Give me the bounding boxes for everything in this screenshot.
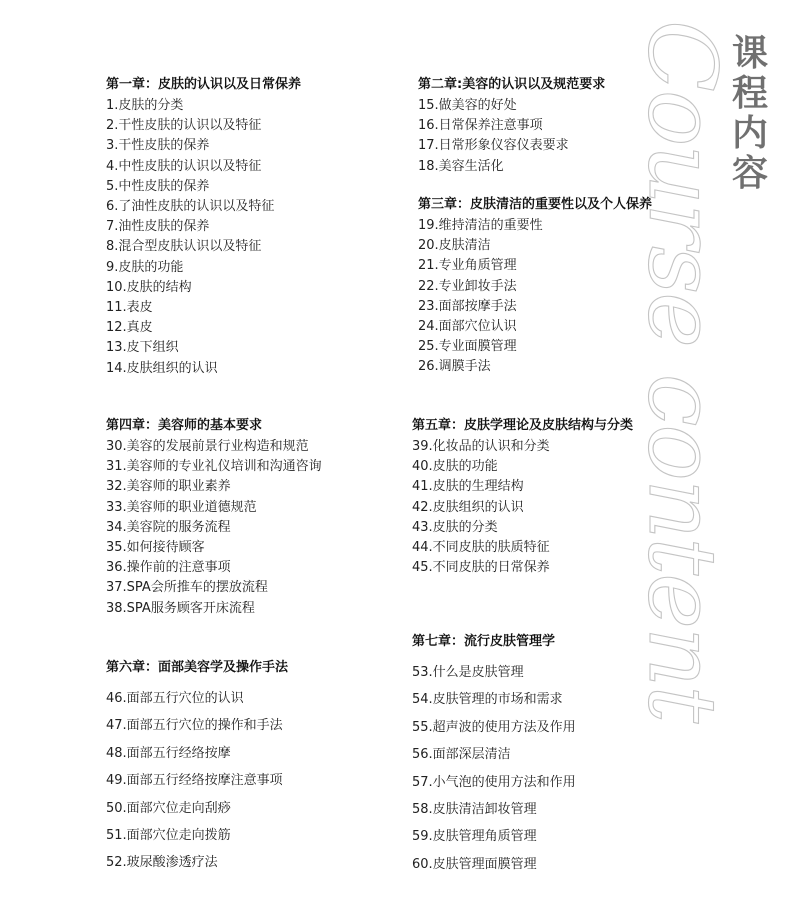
chapter-heading: 第七章：流行皮肤管理学 xyxy=(412,634,556,649)
chapter-heading: 第三章：皮肤清洁的重要性以及个人保养 xyxy=(418,197,653,212)
chapter-item-list xyxy=(106,685,288,877)
chapter-item: 44.不同皮肤的肤质特征 xyxy=(412,540,550,556)
chapter-6 xyxy=(106,656,288,877)
chapter-item: 52.玻尿酸渗透疗法 xyxy=(106,855,218,871)
chapter-item: 56.面部深层清洁 xyxy=(412,747,511,763)
chapter-item: 46.面部五行穴位的认识 xyxy=(106,691,244,706)
chapter-item: 40.皮肤的功能 xyxy=(412,459,498,475)
chapter-item: 5.中性皮肤的保养 xyxy=(106,178,210,194)
chapter-item: 30.美容的发展前景行业构造和规范 xyxy=(106,439,309,454)
chapter-7 xyxy=(412,630,576,878)
chapter-item-list xyxy=(106,437,322,619)
chapter-5 xyxy=(412,414,633,578)
chapter-heading: 第六章：面部美容学及操作手法 xyxy=(106,660,289,675)
chapter-item-list xyxy=(418,216,652,378)
chapter-item: 34.美容院的服务流程 xyxy=(106,519,231,535)
chapter-heading: 第四章：美容师的基本要求 xyxy=(106,418,263,433)
chapter-item: 17.日常形象仪容仪表要求 xyxy=(418,138,569,154)
chapter-item: 20.皮肤清洁 xyxy=(418,238,491,254)
chapter-heading: 第一章：皮肤的认识以及日常保养 xyxy=(106,77,302,92)
chapter-item: 38.SPA服务顾客开床流程 xyxy=(106,600,255,616)
chapter-item: 26.调膜手法 xyxy=(418,359,491,375)
chapter-heading: 第五章：皮肤学理论及皮肤结构与分类 xyxy=(412,418,634,433)
chapter-item: 15.做美容的好处 xyxy=(418,98,517,113)
chapter-item: 14.皮肤组织的认识 xyxy=(106,360,218,376)
chapter-item: 22.专业卸妆手法 xyxy=(418,278,517,294)
chapter-item: 39.化妆品的认识和分类 xyxy=(412,439,550,454)
chapter-item: 60.皮肤管理面膜管理 xyxy=(412,856,537,872)
chapter-item-list xyxy=(418,96,605,177)
chapter-item: 8.混合型皮肤认识以及特征 xyxy=(106,239,262,255)
chapter-item: 32.美容师的职业素养 xyxy=(106,479,231,495)
chapter-item: 33.美容师的职业道德规范 xyxy=(106,499,257,515)
watermark-text: Course content xyxy=(627,20,736,722)
chapter-item: 1.皮肤的分类 xyxy=(106,98,184,113)
chapter-item: 3.干性皮肤的保养 xyxy=(106,138,210,154)
chapter-2 xyxy=(418,73,605,177)
chapter-item: 42.皮肤组织的认识 xyxy=(412,499,524,515)
chapter-item: 11.表皮 xyxy=(106,300,153,316)
chapter-item: 9.皮肤的功能 xyxy=(106,259,184,275)
chapter-item: 2.干性皮肤的认识以及特征 xyxy=(106,118,262,134)
chapter-item: 25.专业面膜管理 xyxy=(418,339,517,355)
chapter-item: 24.面部穴位认识 xyxy=(418,319,517,335)
chapter-item: 43.皮肤的分类 xyxy=(412,519,498,535)
chapter-4 xyxy=(106,414,322,619)
page-title: 课程内容 xyxy=(731,33,768,194)
chapter-item: 54.皮肤管理的市场和需求 xyxy=(412,692,563,708)
chapter-heading: 第二章:美容的认识以及规范要求 xyxy=(418,77,606,92)
chapter-item: 53.什么是皮肤管理 xyxy=(412,665,524,680)
chapter-item: 19.维持清洁的重要性 xyxy=(418,218,543,233)
chapter-item: 37.SPA会所推车的摆放流程 xyxy=(106,580,268,596)
chapter-item: 49.面部五行经络按摩注意事项 xyxy=(106,773,283,789)
chapter-item: 57.小气泡的使用方法和作用 xyxy=(412,774,576,790)
chapter-item: 48.面部五行经络按摩 xyxy=(106,745,231,761)
chapter-item: 13.皮下组织 xyxy=(106,340,179,356)
chapter-item: 7.油性皮肤的保养 xyxy=(106,219,210,235)
chapter-item: 36.操作前的注意事项 xyxy=(106,560,231,576)
chapter-item: 31.美容师的专业礼仪培训和沟通咨询 xyxy=(106,459,322,475)
chapter-item: 50.面部穴位走向刮痧 xyxy=(106,800,231,816)
chapter-item: 4.中性皮肤的认识以及特征 xyxy=(106,158,262,174)
chapter-item: 45.不同皮肤的日常保养 xyxy=(412,560,550,576)
chapter-item: 47.面部五行穴位的操作和手法 xyxy=(106,718,283,734)
chapter-3 xyxy=(418,193,652,378)
chapter-item: 10.皮肤的结构 xyxy=(106,279,192,295)
chapter-item: 51.面部穴位走向拨筋 xyxy=(106,828,231,844)
chapter-item: 35.如何接待顾客 xyxy=(106,540,205,556)
chapter-item-list xyxy=(106,96,301,379)
chapter-item: 59.皮肤管理角质管理 xyxy=(412,829,537,845)
chapter-item-list xyxy=(412,659,576,878)
chapter-item: 6.了油性皮肤的认识以及特征 xyxy=(106,199,275,215)
chapter-item: 58.皮肤清洁卸妆管理 xyxy=(412,802,537,818)
chapter-1 xyxy=(106,73,301,379)
chapter-item-list xyxy=(412,437,633,578)
chapter-item: 16.日常保养注意事项 xyxy=(418,118,543,134)
chapter-item: 55.超声波的使用方法及作用 xyxy=(412,719,576,735)
chapter-item: 21.专业角质管理 xyxy=(418,258,517,274)
chapter-item: 41.皮肤的生理结构 xyxy=(412,479,524,495)
chapter-item: 18.美容生活化 xyxy=(418,158,504,174)
chapter-item: 23.面部按摩手法 xyxy=(418,298,517,314)
chapter-item: 12.真皮 xyxy=(106,320,153,336)
